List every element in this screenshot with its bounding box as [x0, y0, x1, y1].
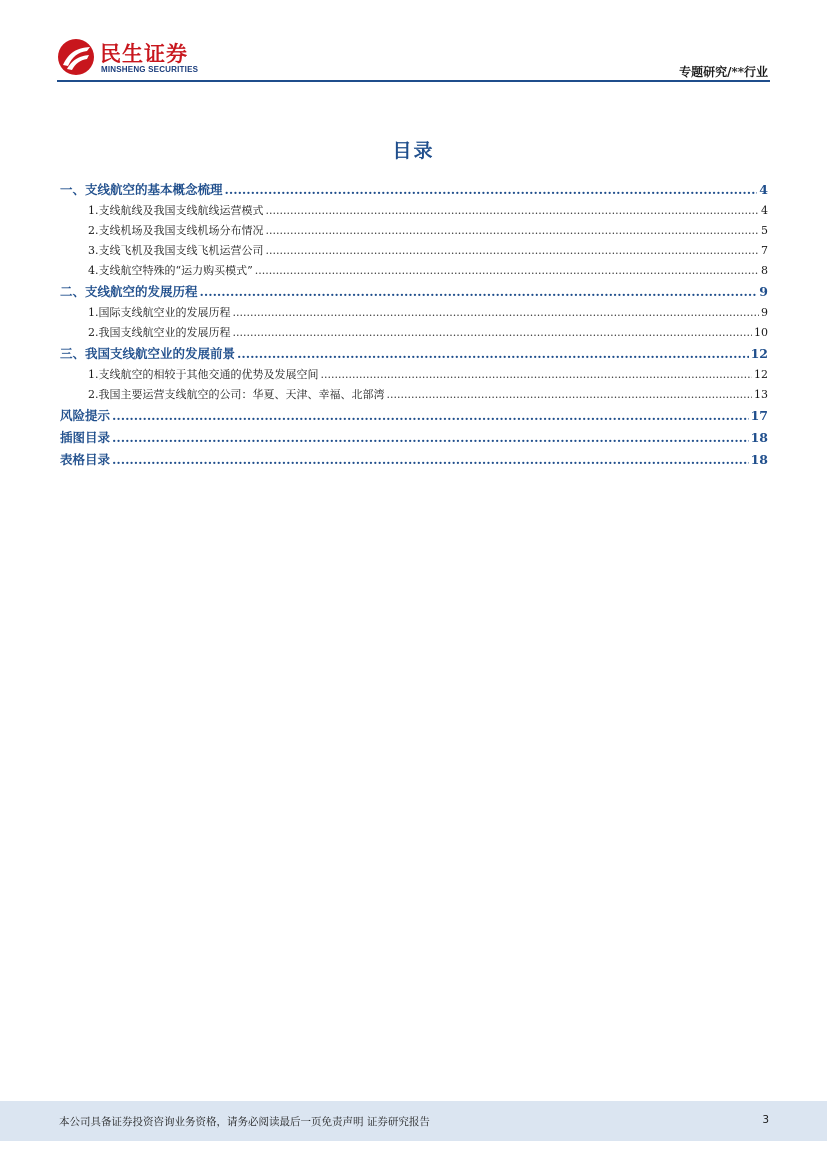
- logo-english-name: MINSHENG SECURITIES: [101, 65, 199, 74]
- toc-dot-leader: [321, 367, 753, 382]
- toc-dot-leader: [112, 429, 749, 446]
- toc-dot-leader: [266, 243, 760, 258]
- toc-entry-page: 7: [761, 244, 768, 257]
- minsheng-logo-icon: [57, 38, 95, 76]
- toc-entry-label: 1.支线航空的相较于其他交通的优势及发展空间: [88, 368, 319, 381]
- toc-entry-label: 2.我国主要运营支线航空的公司：华夏、天津、幸福、北部湾: [88, 388, 385, 401]
- toc-dot-leader: [233, 305, 760, 320]
- toc-entry-page: 12: [754, 368, 768, 381]
- toc-entry-label: 1.支线航线及我国支线航线运营模式: [88, 204, 264, 217]
- toc-subsection-entry[interactable]: [60, 243, 768, 258]
- table-of-contents: [60, 178, 768, 473]
- toc-subsection-entry[interactable]: [60, 223, 768, 238]
- toc-entry-label: 3.支线飞机及我国支线飞机运营公司: [88, 244, 264, 257]
- logo-chinese-name: 民生证券: [100, 42, 188, 66]
- page-number: 3: [762, 1114, 769, 1126]
- toc-subsection-entry[interactable]: [60, 367, 768, 382]
- page-header: [57, 36, 770, 82]
- toc-entry-label: 二、支线航空的发展历程: [60, 284, 198, 299]
- toc-entry-label: 4.支线航空特殊的“运力购买模式”: [88, 264, 253, 277]
- toc-dot-leader: [200, 283, 758, 300]
- toc-entry-page: 8: [761, 264, 768, 277]
- toc-entry-label: 风险提示: [60, 408, 111, 423]
- toc-section-entry[interactable]: [60, 407, 768, 424]
- toc-subsection-entry[interactable]: [60, 263, 768, 278]
- toc-entry-label: 表格目录: [60, 452, 111, 467]
- toc-entry-page: 12: [750, 346, 768, 361]
- toc-section-entry[interactable]: [60, 345, 768, 362]
- toc-section-entry[interactable]: [60, 283, 768, 300]
- toc-subsection-entry[interactable]: [60, 325, 768, 340]
- toc-entry-label: 一、支线航空的基本概念梳理: [60, 182, 223, 197]
- toc-dot-leader: [112, 451, 749, 468]
- toc-dot-leader: [387, 387, 753, 402]
- toc-dot-leader: [237, 345, 749, 362]
- toc-dot-leader: [112, 407, 749, 424]
- header-divider: [57, 80, 770, 82]
- toc-dot-leader: [266, 223, 760, 238]
- toc-entry-page: 9: [761, 306, 768, 319]
- toc-subsection-entry[interactable]: [60, 387, 768, 402]
- toc-entry-page: 9: [759, 284, 768, 299]
- toc-entry-label: 1.国际支线航空业的发展历程: [88, 306, 231, 319]
- toc-subsection-entry[interactable]: [60, 305, 768, 320]
- toc-entry-label: 三、我国支线航空业的发展前景: [60, 346, 236, 361]
- toc-entry-label: 2.支线机场及我国支线机场分布情况: [88, 224, 264, 237]
- toc-entry-label: 插图目录: [60, 430, 111, 445]
- toc-subsection-entry[interactable]: [60, 203, 768, 218]
- page-footer: [0, 1101, 827, 1141]
- toc-entry-page: 18: [750, 430, 768, 445]
- toc-dot-leader: [266, 203, 760, 218]
- toc-dot-leader: [225, 181, 758, 198]
- toc-entry-page: 5: [761, 224, 768, 237]
- toc-entry-label: 2.我国支线航空业的发展历程: [88, 326, 231, 339]
- company-logo: [57, 36, 217, 78]
- footer-disclaimer: 本公司具备证券投资咨询业务资格，请务必阅读最后一页免责声明 证券研究报告: [59, 1116, 430, 1128]
- toc-entry-page: 4: [761, 204, 768, 217]
- toc-section-entry[interactable]: [60, 429, 768, 446]
- toc-title: 目录: [392, 140, 435, 162]
- toc-entry-page: 18: [750, 452, 768, 467]
- toc-entry-page: 17: [750, 408, 768, 423]
- toc-dot-leader: [255, 263, 759, 278]
- toc-section-entry[interactable]: [60, 451, 768, 468]
- toc-entry-page: 4: [759, 182, 768, 197]
- toc-entry-page: 10: [754, 326, 768, 339]
- toc-section-entry[interactable]: [60, 181, 768, 198]
- document-type: 专题研究/**行业: [679, 65, 768, 79]
- toc-dot-leader: [233, 325, 753, 340]
- toc-entry-page: 13: [754, 388, 768, 401]
